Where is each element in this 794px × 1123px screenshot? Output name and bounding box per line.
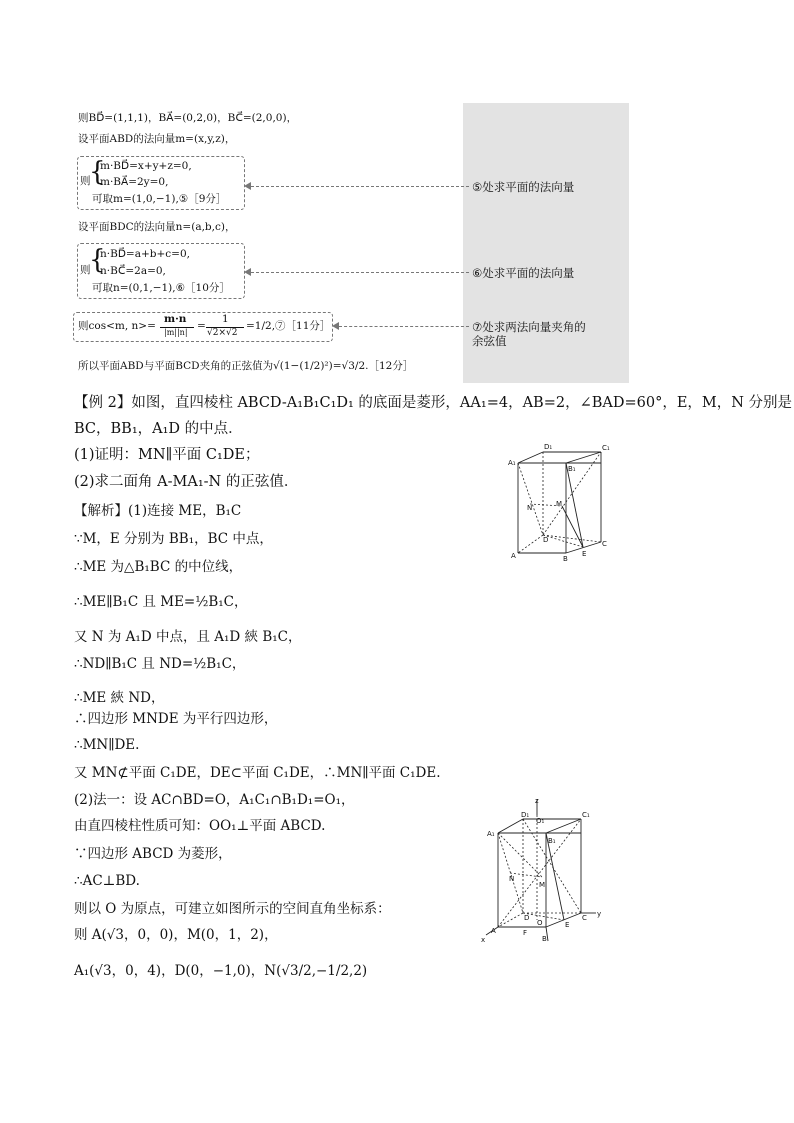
label-o: O <box>537 919 543 927</box>
solution-step-2: ∵M，E 分别为 BB₁，BC 中点， <box>74 531 273 547</box>
prism-figure <box>498 440 624 568</box>
label-d-2: D <box>524 914 530 922</box>
label-b: B <box>563 555 568 563</box>
box2-eq2: n·BC⃗=2a=0, <box>100 265 166 277</box>
connector-5 <box>251 186 469 187</box>
solution-line-4: 所以平面ABD与平面BCD夹角的正弦值为√(1−(1/2)²)=√3/2.［12分］ <box>78 360 414 372</box>
connector-6 <box>251 272 469 273</box>
solution-step-17: A₁(√3，0，4)，D(0，−1,0)，N(√3/2,−1/2,2) <box>74 963 368 979</box>
solution-step-16: 则 A(√3，0，0)，M(0，1，2)， <box>74 927 278 943</box>
solution-step-12: 由直四棱柱性质可知：OO₁⊥平面 ABCD. <box>74 818 326 834</box>
solution-step-6: ∴ND∥B₁C 且 ND=½B₁C， <box>74 656 246 672</box>
frac2-num: 1 <box>222 313 229 325</box>
solution-line-2: 设平面ABD的法向量m=(x,y,z)， <box>78 133 236 145</box>
solution-step-4: ∴ME∥B₁C 且 ME=½B₁C， <box>74 594 248 610</box>
solution-step-10: 又 MN⊄平面 C₁DE，DE⊂平面 C₁DE，∴MN∥平面 C₁DE. <box>74 765 441 781</box>
question-2: (2)求二面角 A-MA₁-N 的正弦值． <box>74 474 299 490</box>
coordinate-prism-figure <box>478 795 604 945</box>
label-a-2: A <box>491 927 496 935</box>
label-n-2: N <box>509 875 515 883</box>
label-e-2: E <box>565 921 570 929</box>
label-a: A <box>511 552 516 560</box>
arrow-6 <box>244 268 251 276</box>
box1-eq2: m·BA⃗=2y=0, <box>100 176 169 188</box>
box1-eq1: m·BD⃗=x+y+z=0, <box>100 160 192 172</box>
label-d: D <box>543 536 549 544</box>
label-c: C <box>602 540 607 548</box>
label-f: F <box>523 929 528 937</box>
label-b1: B₁ <box>568 465 576 473</box>
example-title: 【例 2】如图，直四棱柱 ABCD-A₁B₁C₁D₁ 的底面是菱形，AA₁=4，AB=2，∠BAD=60°，E，M，N 分别是 <box>74 395 793 411</box>
equals-sign: = <box>197 320 206 332</box>
label-e: E <box>582 550 587 558</box>
label-m: M <box>556 500 563 508</box>
brace-2: { <box>89 245 106 275</box>
solution-step-8: ∴四边形 MNDE 为平行四边形， <box>74 711 278 727</box>
label-a1-2: A₁ <box>487 830 495 838</box>
cosine-text: 则cos<m, n>= <box>78 320 156 332</box>
note-7-line1: ⑦处求两法向量夹角的 <box>472 320 586 334</box>
solution-step-3: ∴ME 为△B₁BC 的中位线， <box>74 559 243 575</box>
frac2-den: √2×√2 <box>207 328 238 338</box>
solution-step-15: 则以 O 为原点，可建立如图所示的空间直角坐标系： <box>74 901 391 917</box>
cosine-tail: =1/2,⑦［11分］ <box>246 320 331 332</box>
arrow-7 <box>332 322 339 330</box>
note-5: ⑤处求平面的法向量 <box>472 180 575 194</box>
label-a1: A₁ <box>508 459 516 467</box>
label-y: y <box>597 910 602 918</box>
label-z: z <box>535 797 539 805</box>
solution-step-14: ∴AC⊥BD. <box>74 873 140 889</box>
label-x: x <box>481 936 486 944</box>
note-7-line2: 余弦值 <box>472 334 507 348</box>
label-n: N <box>527 504 533 512</box>
connector-7 <box>339 326 469 327</box>
question-1: (1)证明：MN∥平面 C₁DE； <box>74 447 260 463</box>
label-d1-2: D₁ <box>521 811 530 819</box>
frac1-num: m·n <box>164 313 187 325</box>
box2-prefix: 则 <box>80 264 91 276</box>
note-6: ⑥处求平面的法向量 <box>472 266 575 280</box>
solution-step-1: 【解析】(1)连接 ME，B₁C <box>74 503 242 519</box>
label-c1-2: C₁ <box>582 811 590 819</box>
solution-line-1: 则BD⃗=(1,1,1)，BA⃗=(0,2,0)，BC⃗=(2,0,0)， <box>78 112 298 124</box>
solution-step-13: ∵四边形 ABCD 为菱形， <box>74 846 232 862</box>
solution-step-9: ∴MN∥DE. <box>74 737 140 753</box>
frac1-den: |m||n| <box>164 328 188 337</box>
label-c1: C₁ <box>602 444 610 452</box>
brace-1: { <box>89 157 106 187</box>
box2-eq3: 可取n=(0,1,−1),⑥［10分］ <box>92 282 230 294</box>
solution-line-3: 设平面BDC的法向量n=(a,b,c)， <box>78 221 236 233</box>
box1-eq3: 可取m=(1,0,−1),⑤［9分］ <box>92 193 227 205</box>
solution-step-11: (2)法一：设 AC∩BD=O，A₁C₁∩B₁D₁=O₁， <box>74 792 355 808</box>
label-b1-2: B₁ <box>548 837 556 845</box>
box2-eq1: n·BD⃗=a+b+c=0, <box>100 248 190 260</box>
box1-prefix: 则 <box>80 175 91 187</box>
label-c-2: C <box>582 914 587 922</box>
arrow-5 <box>244 182 251 190</box>
label-o1: O₁ <box>536 817 545 825</box>
label-d1: D₁ <box>544 443 553 451</box>
example-title-2: BC，BB₁，A₁D 的中点． <box>74 421 243 437</box>
label-b-2: B <box>542 935 547 943</box>
solution-step-5: 又 N 为 A₁D 中点，且 A₁D 綊 B₁C， <box>74 629 302 645</box>
solution-step-7: ∴ME 綊 ND， <box>74 690 165 706</box>
label-m-2: M <box>539 881 546 889</box>
